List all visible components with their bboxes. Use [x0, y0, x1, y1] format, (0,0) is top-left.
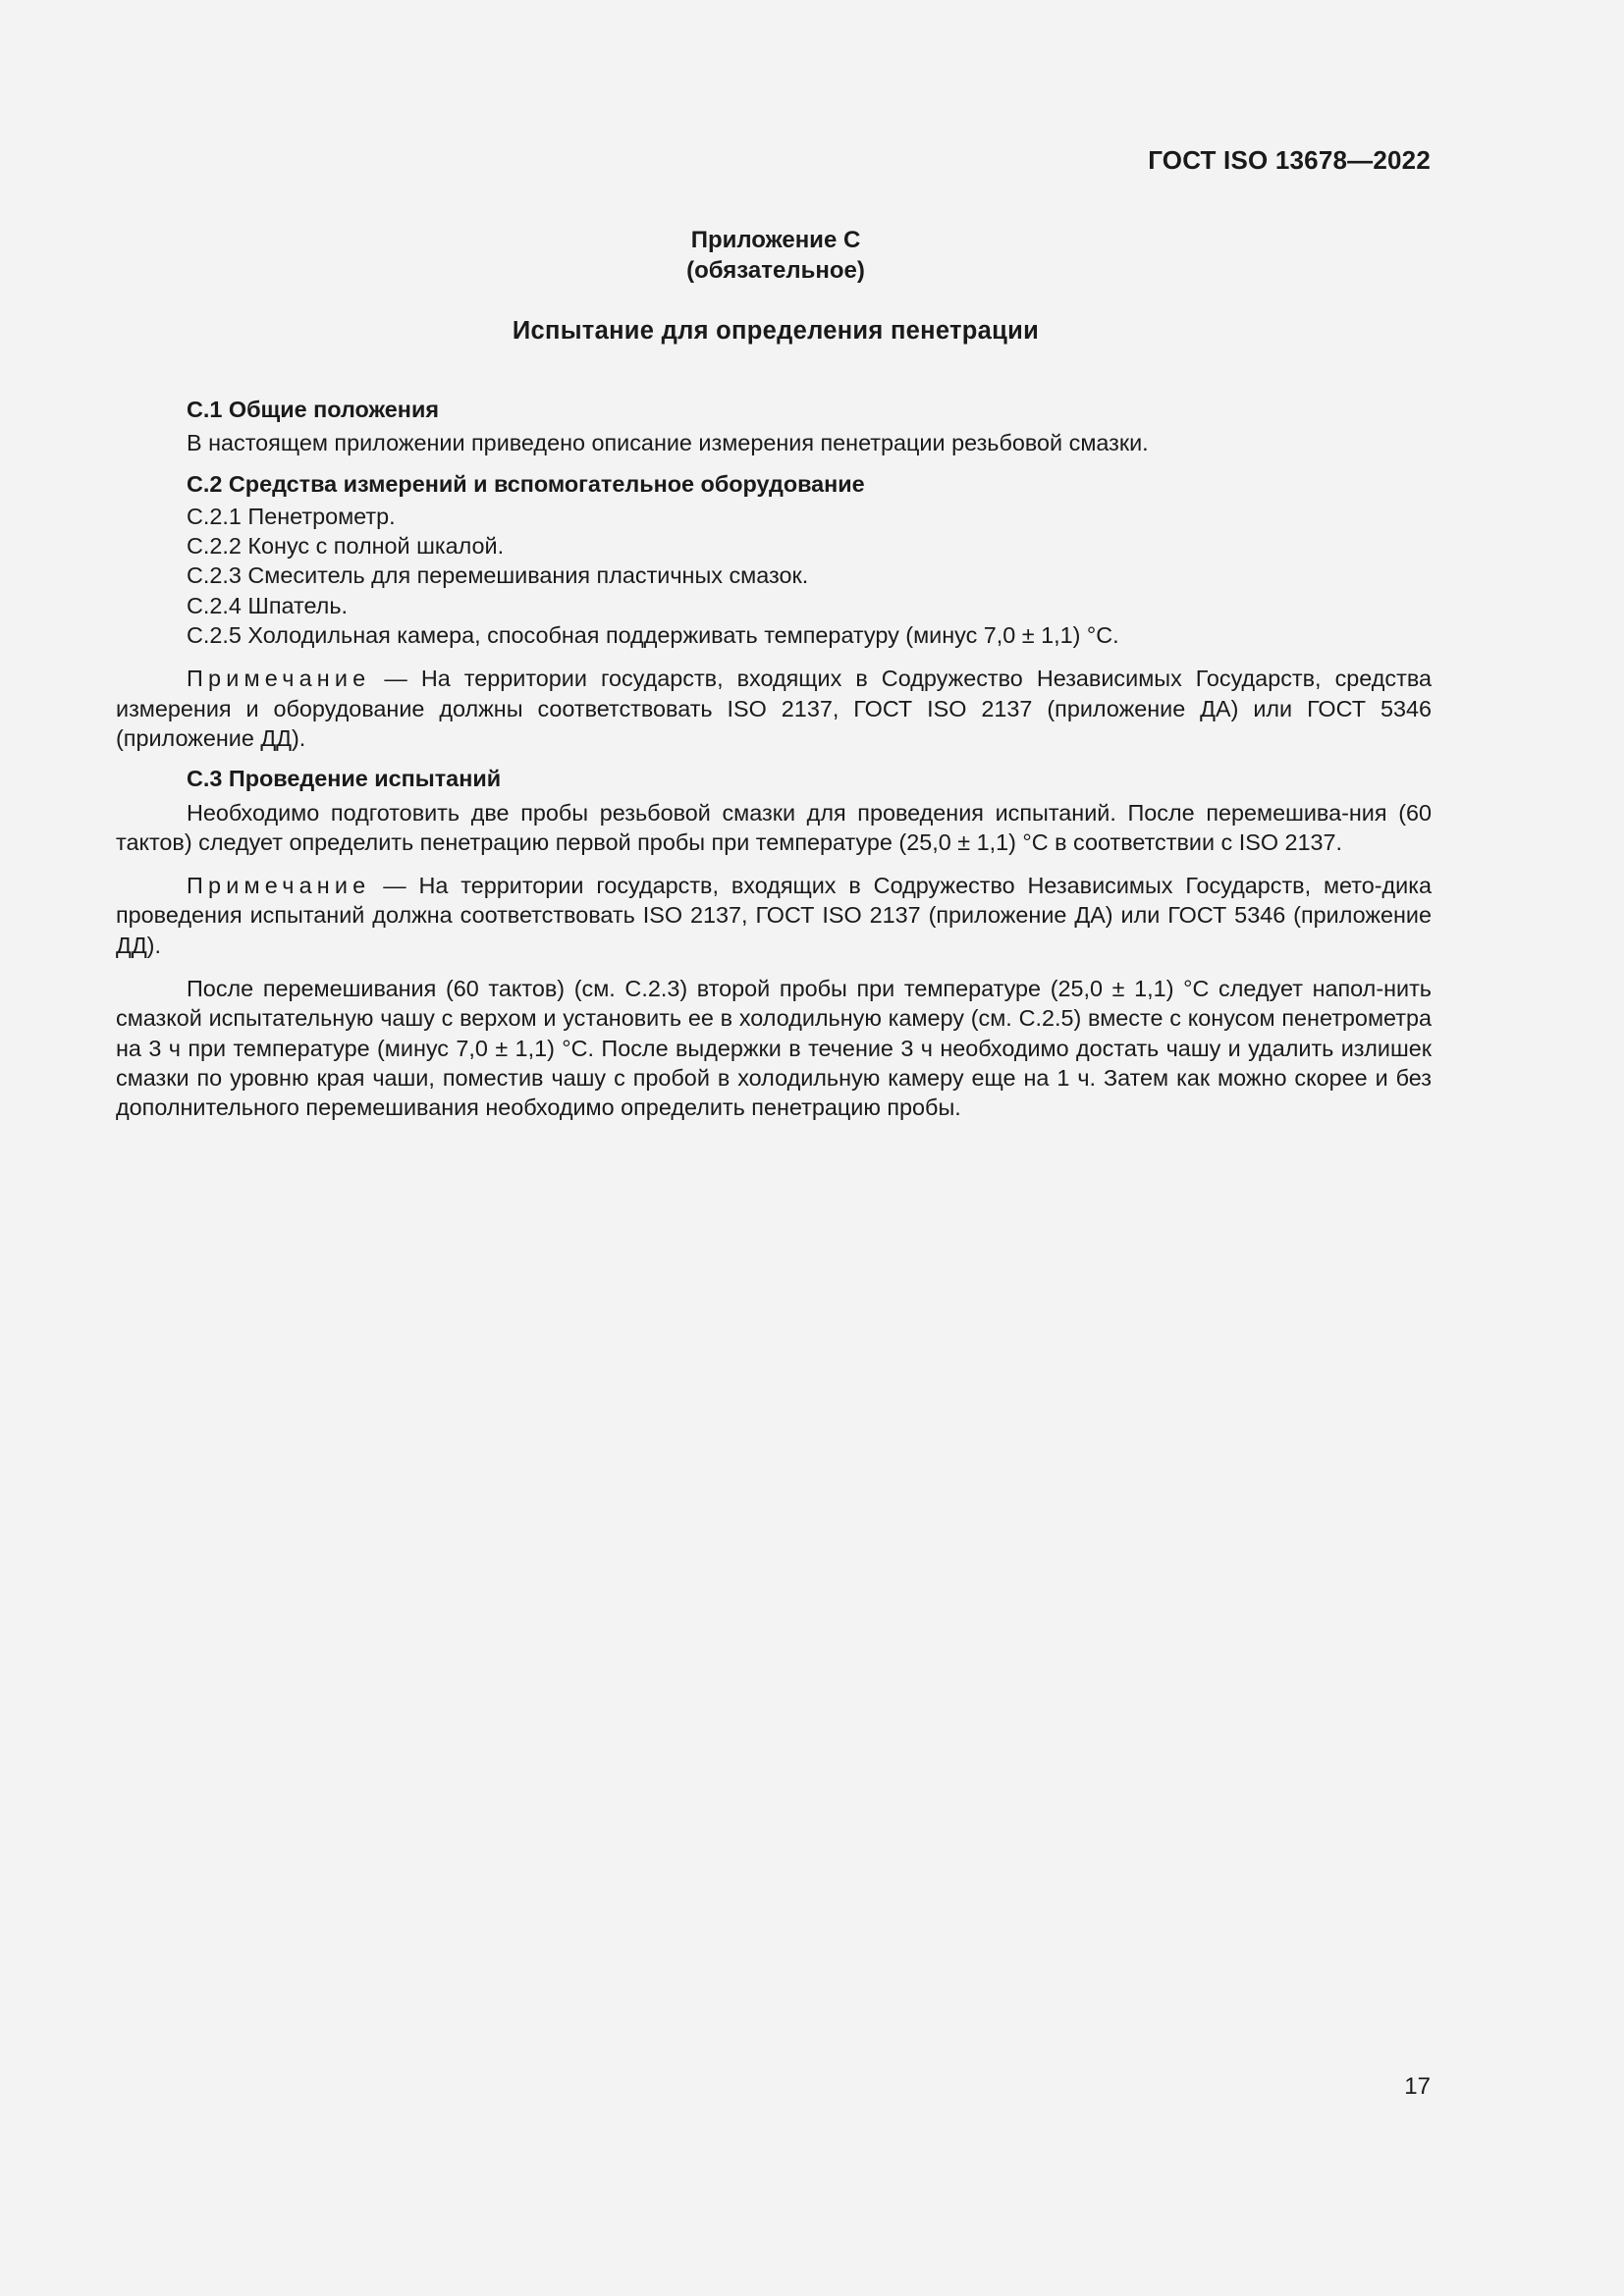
document-code-header: ГОСТ ISO 13678—2022 — [1148, 145, 1431, 175]
list-item: С.2.5 Холодильная камера, способная поддерживать температуру (минус 7,0 ± 1,1) °С. — [187, 622, 1119, 649]
list-item: С.2.3 Смеситель для перемешивания пластичных смазок. — [187, 562, 809, 589]
list-item: С.2.4 Шпатель. — [187, 592, 349, 618]
list-item: С.2.1 Пенетрометр. — [187, 503, 396, 529]
note-label: Примечание — [187, 666, 371, 692]
section-c3-title: С.3 Проведение испытаний — [187, 766, 502, 792]
list-item: С.2.2 Конус с полной шкалой. — [187, 533, 505, 560]
section-c1-text: В настоящем приложении приведено описание измерения пенетрации резьбовой смазки. — [187, 430, 1149, 456]
annex-status: (обязательное) — [686, 257, 865, 284]
section-c2-note — [116, 664, 1432, 753]
section-c3-paragraph-1: Необходимо подготовить две пробы резьбовой смазки для проведения испытаний. После перемешива-ния (60 тактов) следует определить пенетрацию первой пробы при температуре (25,0 ± 1,1) °С в соответствии с ISO 2137. — [116, 799, 1432, 855]
section-c3-paragraph-2: После перемешивания (60 тактов) (см. С.2.3) второй пробы при температуре (25,0 ± 1,1) °С следует напол-нить смазкой испытательную чашу с верхом и установить ее в холодильную камеру (см. С.2.5) вместе с конусом пенетрометра на 3 ч при температуре (минус 7,0 ± 1,1) °С. После выдержки в течение 3 ч необходимо достать чашу и удалить излишек смазки по уровню края чаши, поместив чашу с пробой в холодильную камеру еще на 1 ч. Затем как можно скорее и без дополнительного перемешивания необходимо определить пенетрацию пробы. — [116, 976, 1432, 1121]
annex-label: Приложение С — [690, 227, 861, 253]
equipment-list — [116, 502, 1432, 650]
note-label: Примечание — [187, 873, 371, 899]
document-body — [116, 395, 1432, 1123]
section-c2-title: С.2 Средства измерений и вспомогательное оборудование — [187, 470, 865, 497]
annex-title: Испытание для определения пенетрации — [512, 317, 1040, 345]
page-number: 17 — [1404, 2073, 1431, 2100]
note-text: — На территории государств, входящих в Содружество Независимых Государств, средства измерения и оборудование должны соответствовать ISO 2137, ГОСТ ISO 2137 (приложение ДА) или ГОСТ 5346 (приложение ДД). — [116, 666, 1432, 751]
section-c1-title: С.1 Общие положения — [187, 397, 439, 422]
section-c3-note — [116, 871, 1432, 960]
note-text: — На территории государств, входящих в Содружество Независимых Государств, мето-дика проведения испытаний должна соответствовать ISO 2137, ГОСТ ISO 2137 (приложение ДА) или ГОСТ 5346 (приложение ДД). — [116, 873, 1432, 958]
annex-heading — [0, 225, 1551, 286]
